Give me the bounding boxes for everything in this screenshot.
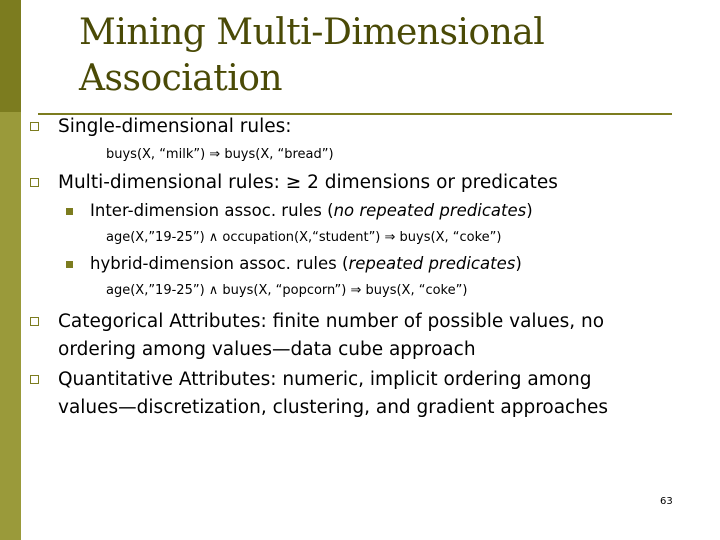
title-line-1: Mining Multi-Dimensional — [79, 12, 545, 53]
categorical-line-2: ordering among values—data cube approach — [58, 339, 476, 360]
sub-bullet-hybrid-dimension-emphasis: repeated predicates — [348, 254, 516, 273]
bullet-single-dimensional: Single-dimensional rules: — [58, 116, 292, 137]
filled-square-bullet-icon — [66, 208, 73, 215]
hollow-square-bullet-icon — [30, 375, 39, 384]
sub-bullet-inter-dimension-text: Inter-dimension assoc. rules ( — [90, 201, 334, 220]
hollow-square-bullet-icon — [30, 122, 39, 131]
bullet-categorical-attributes — [58, 308, 604, 364]
example-inter-dimension: age(X,”19-25”) ∧ occupation(X,“student”) ⇒ buys(X, “coke”) — [106, 230, 502, 245]
slide-title — [79, 10, 639, 102]
sub-bullet-hybrid-dimension-close: ) — [515, 254, 522, 273]
quantitative-line-1: Quantitative Attributes: numeric, implicit ordering among — [58, 369, 592, 390]
page-number: 63 — [660, 496, 673, 507]
hollow-square-bullet-icon — [30, 317, 39, 326]
sub-bullet-hybrid-dimension-text: hybrid-dimension assoc. rules ( — [90, 254, 349, 273]
sub-bullet-inter-dimension — [90, 200, 533, 222]
hollow-square-bullet-icon — [30, 178, 39, 187]
left-accent-bar — [0, 0, 21, 540]
title-line-2: Association — [79, 58, 283, 99]
sub-bullet-hybrid-dimension — [90, 253, 522, 275]
quantitative-line-2: values—discretization, clustering, and gradient approaches — [58, 397, 608, 418]
sub-bullet-inter-dimension-close: ) — [526, 201, 533, 220]
example-hybrid-dimension: age(X,”19-25”) ∧ buys(X, “popcorn”) ⇒ buys(X, “coke”) — [106, 283, 468, 298]
sub-bullet-inter-dimension-emphasis: no repeated predicates — [333, 201, 527, 220]
categorical-line-1: Categorical Attributes: finite number of possible values, no — [58, 311, 605, 332]
example-single-dimensional: buys(X, “milk”) ⇒ buys(X, “bread”) — [106, 147, 334, 162]
filled-square-bullet-icon — [66, 261, 73, 268]
left-accent-block — [0, 0, 21, 112]
bullet-quantitative-attributes — [58, 366, 608, 422]
bullet-multi-dimensional: Multi-dimensional rules: ≥ 2 dimensions or predicates — [58, 172, 558, 193]
